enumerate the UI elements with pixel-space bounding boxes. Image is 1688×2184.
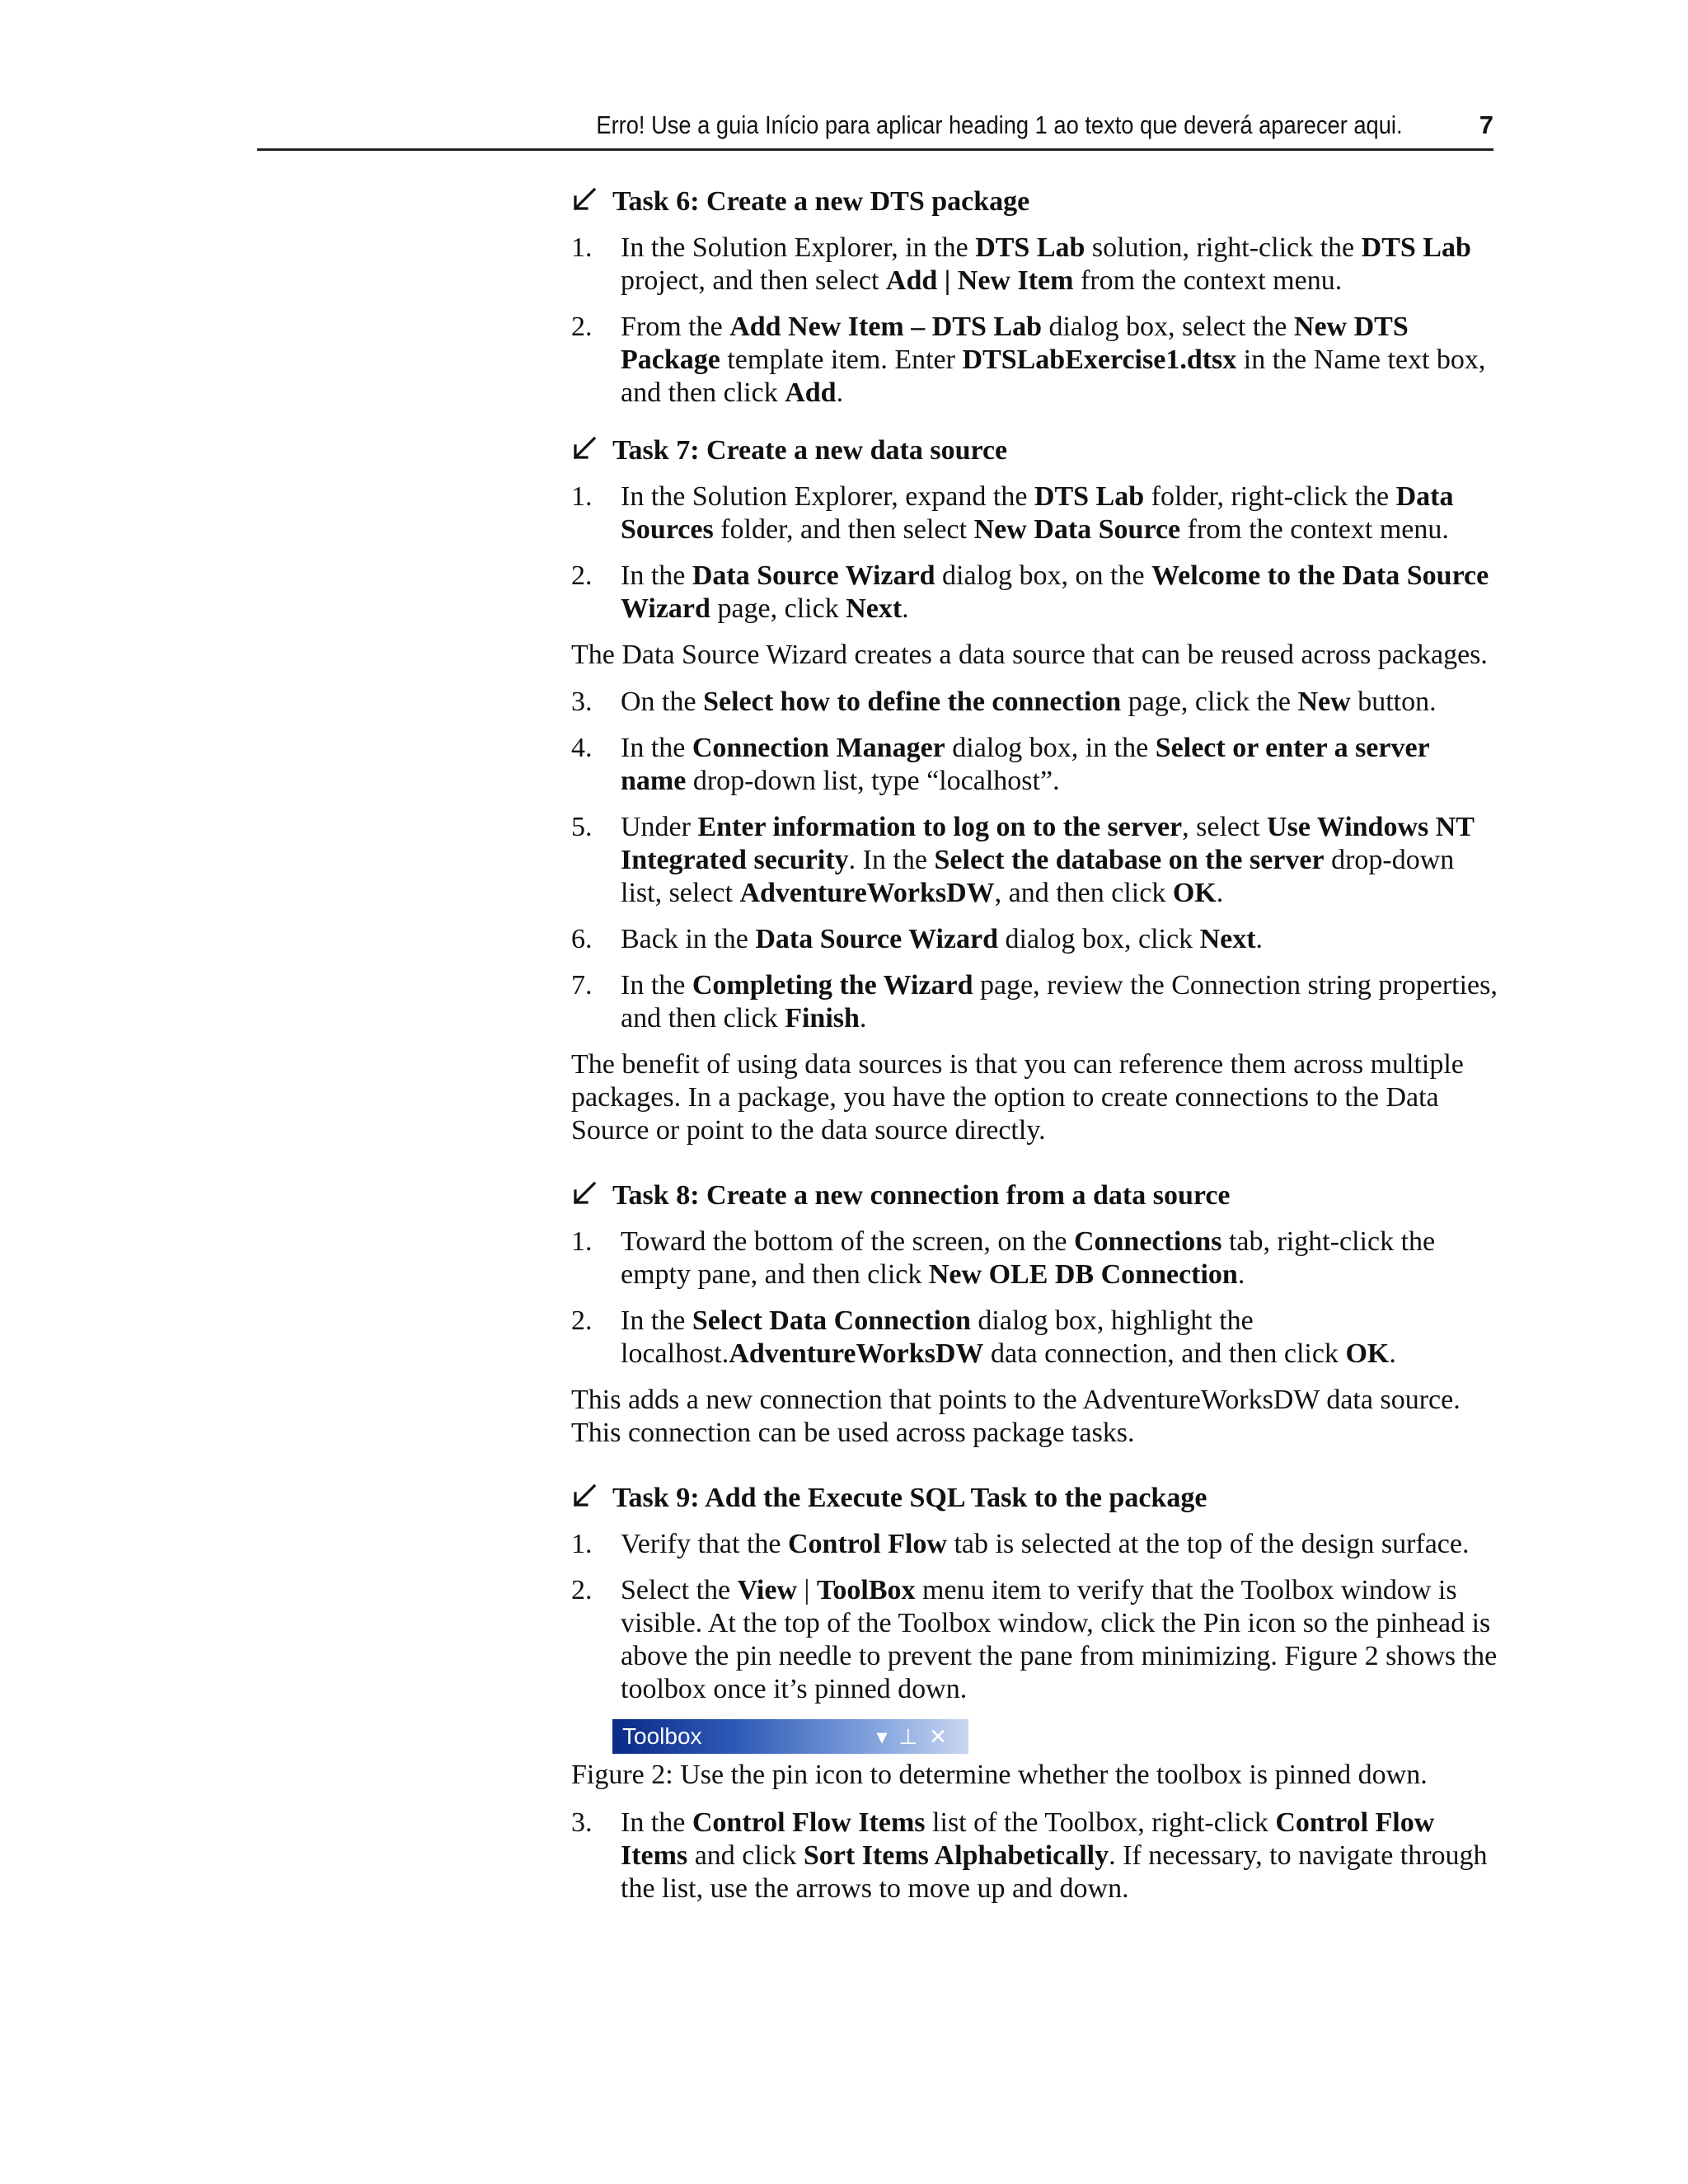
toolbox-controls <box>876 1722 959 1750</box>
task-8-steps <box>571 1226 1498 1371</box>
close-icon[interactable]: ✕ <box>929 1724 959 1749</box>
task-7-note-1: The Data Source Wizard creates a data source that can be reused across packages. <box>571 640 1488 670</box>
task-8-heading: Task 8: Create a new connection from a data source <box>571 1179 1498 1212</box>
list-item-number: 5. <box>571 812 593 842</box>
checkmark-arrow-icon <box>571 1483 598 1510</box>
checkmark-arrow-icon <box>571 187 598 213</box>
task-8-note: This adds a new connection that points to the AdventureWorksDW data source. This connection can be used across package tasks. <box>571 1385 1461 1448</box>
list-item <box>571 1807 1498 1905</box>
list-item-text: Select the View | ToolBox menu item to verify that the Toolbox window is visible. At the top of the Toolbox window, click the Pin icon so the pinhead is above the pin needle to prevent the pane from minimizing. Figure 2 shows the toolbox once it’s pinned down. <box>621 1575 1498 1704</box>
list-item-text: From the Add New Item – DTS Lab dialog box, select the New DTS Package template item. Enter DTSLabExercise1.dtsx in the Name text box, and then click Add. <box>621 312 1486 408</box>
toolbox-title: Toolbox <box>622 1723 702 1749</box>
list-item-text: In the Solution Explorer, in the DTS Lab solution, right-click the DTS Lab project, and then select Add | New Item from the context menu. <box>621 232 1471 296</box>
list-item-text: Toward the bottom of the screen, on the Connections tab, right-click the empty pane, and then click New OLE DB Connection. <box>621 1226 1436 1290</box>
list-item <box>571 1528 1498 1561</box>
task-6-steps <box>571 232 1498 410</box>
list-item <box>571 686 1498 719</box>
list-item-number: 4. <box>571 733 593 763</box>
checkmark-arrow-icon <box>571 1181 598 1207</box>
document-body <box>571 185 1498 1919</box>
task-9-steps-a <box>571 1528 1498 1706</box>
task-7-note-2: The benefit of using data sources is that you can reference them across multiple packages. In a package, you have the option to create connections to the Data Source or point to the data source directly. <box>571 1049 1464 1146</box>
page-header <box>257 110 1493 151</box>
list-item-number: 1. <box>571 481 593 512</box>
list-item <box>571 969 1498 1035</box>
list-item-text: In the Solution Explorer, expand the DTS Lab folder, right-click the Data Sources folder, and then select New Data Source from the context menu. <box>621 481 1454 545</box>
list-item <box>571 232 1498 298</box>
figure-caption: Figure 2: Use the pin icon to determine whether the toolbox is pinned down. <box>571 1760 1428 1790</box>
pin-icon[interactable]: ⊥ <box>898 1724 930 1749</box>
list-item-number: 3. <box>571 687 593 717</box>
list-item <box>571 311 1498 410</box>
list-item-number: 6. <box>571 924 593 954</box>
list-item <box>571 560 1498 626</box>
list-item <box>571 1574 1498 1706</box>
list-item-text: In the Connection Manager dialog box, in the Select or enter a server name drop-down list, type “localhost”. <box>621 733 1430 796</box>
list-item-text: In the Select Data Connection dialog box, highlight the localhost.AdventureWorksDW data connection, and then click OK. <box>621 1305 1396 1369</box>
list-item-text: In the Completing the Wizard page, review the Connection string properties, and then click Finish. <box>621 970 1498 1033</box>
list-item-number: 3. <box>571 1807 593 1838</box>
list-item-number: 1. <box>571 232 593 263</box>
list-item-text: Under Enter information to log on to the server, select Use Windows NT Integrated security. In the Select the database on the server drop-down list, select AdventureWorksDW, and then click OK. <box>621 812 1475 908</box>
header-title: Erro! Use a guia Início para aplicar heading 1 ao texto que deverá aparecer aqui. <box>596 110 1403 139</box>
list-item-text: On the Select how to define the connection page, click the New button. <box>621 687 1437 717</box>
task-6-heading: Task 6: Create a new DTS package <box>571 185 1498 218</box>
list-item-number: 2. <box>571 560 593 591</box>
list-item-number: 7. <box>571 970 593 1001</box>
list-item-number: 2. <box>571 312 593 342</box>
task-7-steps-b <box>571 686 1498 1035</box>
list-item <box>571 923 1498 956</box>
list-item <box>571 1226 1498 1291</box>
task-7-heading: Task 7: Create a new data source <box>571 434 1498 467</box>
list-item <box>571 811 1498 910</box>
list-item-number: 2. <box>571 1305 593 1336</box>
list-item-number: 2. <box>571 1575 593 1605</box>
checkmark-arrow-icon <box>571 436 598 462</box>
list-item-text: Verify that the Control Flow tab is selected at the top of the design surface. <box>621 1529 1470 1559</box>
list-item-number: 1. <box>571 1226 593 1257</box>
list-item-text: In the Data Source Wizard dialog box, on the Welcome to the Data Source Wizard page, click Next. <box>621 560 1489 624</box>
list-item <box>571 480 1498 546</box>
list-item <box>571 732 1498 798</box>
task-9-heading: Task 9: Add the Execute SQL Task to the package <box>571 1482 1498 1515</box>
list-item-text: Back in the Data Source Wizard dialog box, click Next. <box>621 924 1264 954</box>
dropdown-arrow-icon[interactable]: ▾ <box>876 1724 899 1749</box>
list-item-number: 1. <box>571 1529 593 1559</box>
task-9-steps-b <box>571 1807 1498 1905</box>
toolbox-figure <box>612 1719 968 1754</box>
list-item-text: In the Control Flow Items list of the Toolbox, right-click Control Flow Items and click Sort Items Alphabetically. If necessary, to navigate through the list, use the arrows to move up and down. <box>621 1807 1488 1904</box>
task-7-steps-a <box>571 480 1498 626</box>
list-item <box>571 1305 1498 1371</box>
page-number: 7 <box>1479 110 1493 139</box>
